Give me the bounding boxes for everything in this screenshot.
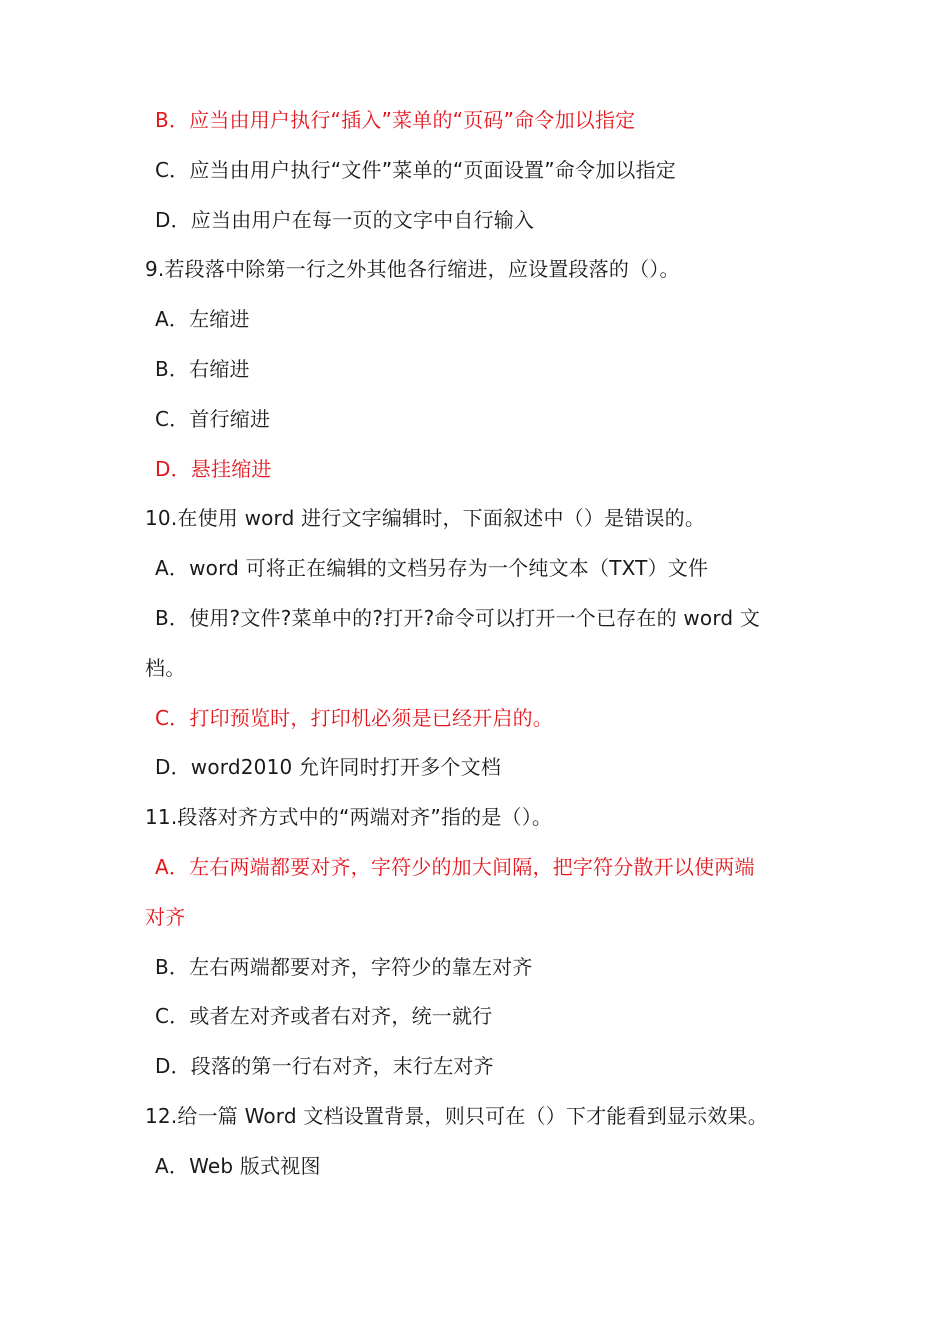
- option-8c: C．应当由用户执行“文件”菜单的“页面设置”命令加以指定: [155, 157, 677, 182]
- option-10c-answer: C．打印预览时，打印机必须是已经开启的。: [155, 705, 553, 730]
- option-10a: A．word 可将正在编辑的文档另存为一个纯文本（TXT）文件: [155, 556, 709, 581]
- option-8b-answer: B．应当由用户执行“插入”菜单的“页码”命令加以指定: [155, 108, 636, 132]
- option-11a-continuation: 对齐: [145, 904, 186, 929]
- option-10d: D．word2010 允许同时打开多个文档: [155, 755, 502, 780]
- option-11b: B．左右两端都要对齐，字符少的靠左对齐: [155, 954, 533, 979]
- question-12: 12.给一篇 Word 文档设置背景，则只可在（）下才能看到显示效果。: [145, 1103, 768, 1128]
- option-9b: B．右缩进: [155, 356, 250, 381]
- quiz-content: [145, 96, 815, 1192]
- question-9: 9.若段落中除第一行之外其他各行缩进，应设置段落的（）。: [145, 257, 680, 282]
- option-10b-continuation: 档。: [145, 655, 186, 680]
- option-12a: A．Web 版式视图: [155, 1153, 321, 1178]
- option-8d: D．应当由用户在每一页的文字中自行输入: [155, 207, 535, 232]
- option-11c: C．或者左对齐或者右对齐，统一就行: [155, 1004, 493, 1029]
- option-10b: B．使用?文件?菜单中的?打开?命令可以打开一个已存在的 word 文: [155, 605, 761, 630]
- question-10: 10.在使用 word 进行文字编辑时，下面叙述中（）是错误的。: [145, 506, 706, 531]
- option-11a-answer: A．左右两端都要对齐，字符少的加大间隔，把字符分散开以使两端: [155, 854, 755, 879]
- option-9d-answer: D．悬挂缩进: [155, 456, 272, 481]
- option-9c: C．首行缩进: [155, 406, 271, 431]
- option-11d: D．段落的第一行右对齐，末行左对齐: [155, 1054, 494, 1079]
- option-9a: A．左缩进: [155, 307, 250, 332]
- question-11: 11.段落对齐方式中的“两端对齐”指的是（）。: [145, 805, 553, 830]
